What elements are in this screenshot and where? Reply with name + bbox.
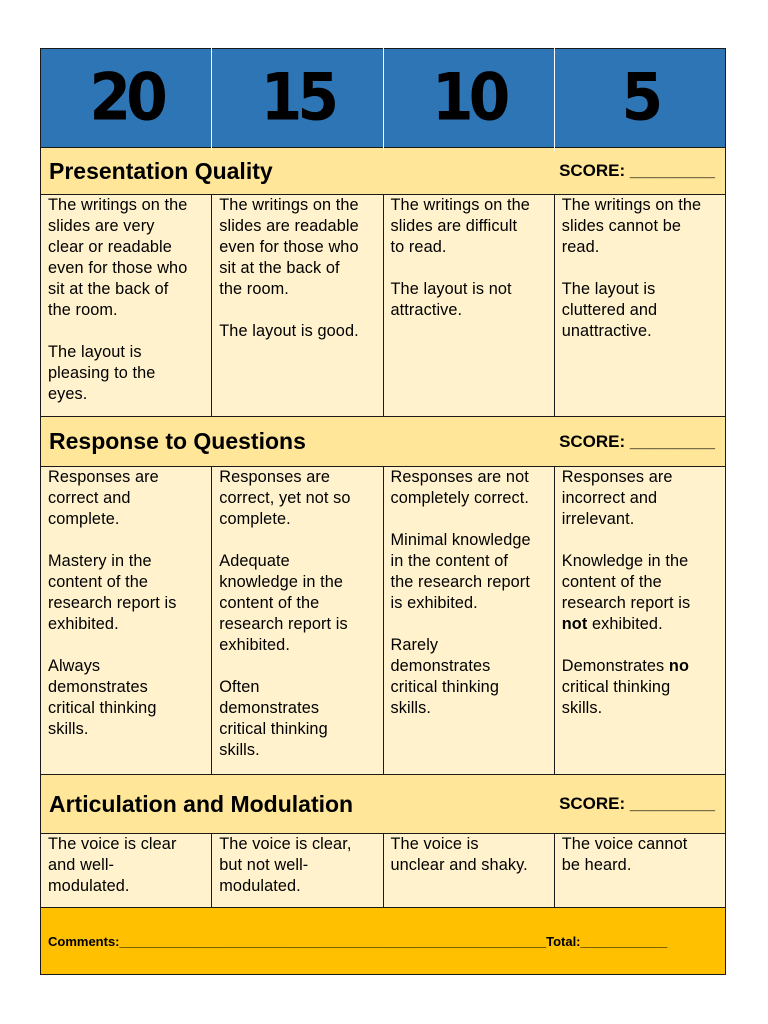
descriptor-row-responses xyxy=(41,467,725,775)
descriptor-paragraph xyxy=(391,195,548,258)
descriptor-text: The writings on the slides are very clear or readable even for those who sit at the back of the room. xyxy=(48,196,188,319)
descriptor-paragraph xyxy=(219,834,376,897)
criterion-articulation-modulation xyxy=(41,775,725,834)
descriptor-text: The voice is unclear and shaky. xyxy=(390,835,528,874)
descriptor-text: The layout is cluttered and unattractive. xyxy=(561,280,658,340)
descriptor-text: Demonstrates xyxy=(561,657,669,675)
descriptor-text: The layout is good. xyxy=(219,322,359,340)
descriptor-row-articulation xyxy=(41,834,725,908)
descriptor-text: The voice is clear and well- modulated. xyxy=(48,835,177,895)
score-header-row xyxy=(41,49,725,148)
descriptor-text: The layout is pleasing to the eyes. xyxy=(48,343,156,403)
total-field[interactable]: ____________ xyxy=(580,933,668,949)
descriptor-paragraph xyxy=(48,195,205,321)
descriptor-text: Adequate knowledge in the content of the research report is exhibited. xyxy=(219,552,348,654)
criterion-title: Presentation Quality xyxy=(49,157,273,184)
descriptor-text: Minimal knowledge in the content of the research report is exhibited. xyxy=(390,531,531,612)
score-20-header: 20 xyxy=(41,45,212,151)
descriptor-paragraph xyxy=(219,321,376,342)
criterion-title: Response to Questions xyxy=(49,428,306,454)
criterion-title: Articulation and Modulation xyxy=(49,790,354,817)
descriptor-paragraph xyxy=(48,342,205,405)
score-field[interactable]: SCORE: _________ xyxy=(559,794,715,813)
descriptor-text: critical thinking skills. xyxy=(561,678,671,717)
descriptor-cell xyxy=(555,467,725,774)
descriptor-cell xyxy=(555,834,725,907)
score-10-header: 10 xyxy=(384,45,555,151)
descriptor-text: The layout is not attractive. xyxy=(390,280,512,319)
descriptor-cell xyxy=(384,834,555,907)
rubric-table xyxy=(40,48,726,975)
descriptor-paragraph xyxy=(219,677,376,761)
descriptor-text: Mastery in the content of the research report is exhibited. xyxy=(48,552,177,633)
descriptor-text: Knowledge in the content of the research report is xyxy=(561,552,691,612)
descriptor-paragraph xyxy=(391,279,548,321)
descriptor-paragraph xyxy=(562,279,719,342)
descriptor-paragraph xyxy=(48,656,205,740)
score-5-header: 5 xyxy=(621,60,659,136)
descriptor-paragraph xyxy=(219,467,376,530)
descriptor-text: Often demonstrates critical thinking skills. xyxy=(219,678,328,759)
descriptor-row-presentation xyxy=(41,195,725,417)
descriptor-paragraph xyxy=(48,551,205,635)
criterion-presentation-quality xyxy=(41,148,725,195)
criterion-response-to-questions xyxy=(41,417,725,467)
descriptor-paragraph xyxy=(391,467,548,509)
descriptor-cell xyxy=(384,467,555,774)
emphasis-text: not xyxy=(561,615,588,633)
score-field[interactable]: SCORE: _________ xyxy=(559,161,715,180)
descriptor-paragraph xyxy=(48,467,205,530)
comments-field[interactable]: ___________________________________________________________ xyxy=(119,933,547,949)
descriptor-paragraph xyxy=(48,834,205,897)
descriptor-paragraph xyxy=(562,551,719,635)
descriptor-text: The writings on the slides cannot be read. xyxy=(561,196,702,256)
descriptor-paragraph xyxy=(391,635,548,719)
descriptor-text: Always demonstrates critical thinking skills. xyxy=(48,657,157,738)
score-15-header: 15 xyxy=(212,45,383,151)
descriptor-cell xyxy=(555,195,725,416)
emphasis-text: no xyxy=(668,657,690,675)
descriptor-paragraph xyxy=(562,195,719,258)
descriptor-text: The writings on the slides are difficult to read. xyxy=(390,196,530,256)
descriptor-text: Responses are correct, yet not so complete. xyxy=(219,468,351,528)
comments-footer xyxy=(41,908,725,974)
descriptor-paragraph xyxy=(219,551,376,656)
descriptor-cell xyxy=(212,467,383,774)
descriptor-paragraph xyxy=(219,195,376,300)
descriptor-text: Responses are not completely correct. xyxy=(390,468,530,507)
descriptor-paragraph xyxy=(562,834,719,876)
descriptor-text: Responses are incorrect and irrelevant. xyxy=(561,468,673,528)
comments-label: Comments: xyxy=(48,933,120,949)
descriptor-paragraph xyxy=(562,656,719,719)
total-label: Total: xyxy=(546,933,581,949)
descriptor-cell xyxy=(212,195,383,416)
descriptor-text: The voice is clear, but not well- modulated. xyxy=(219,835,352,895)
descriptor-text: Rarely demonstrates critical thinking skills. xyxy=(390,636,499,717)
descriptor-paragraph xyxy=(391,530,548,614)
descriptor-text: The voice cannot be heard. xyxy=(561,835,688,874)
descriptor-cell xyxy=(41,195,212,416)
descriptor-paragraph xyxy=(391,834,548,876)
descriptor-text: Responses are correct and complete. xyxy=(48,468,159,528)
descriptor-text: The writings on the slides are readable even for those who sit at the back of the room. xyxy=(219,196,359,298)
descriptor-text: exhibited. xyxy=(587,615,663,633)
score-field[interactable]: SCORE: _________ xyxy=(559,431,715,451)
descriptor-cell xyxy=(212,834,383,907)
descriptor-cell xyxy=(41,834,212,907)
descriptor-cell xyxy=(384,195,555,416)
descriptor-cell xyxy=(41,467,212,774)
descriptor-paragraph xyxy=(562,467,719,530)
